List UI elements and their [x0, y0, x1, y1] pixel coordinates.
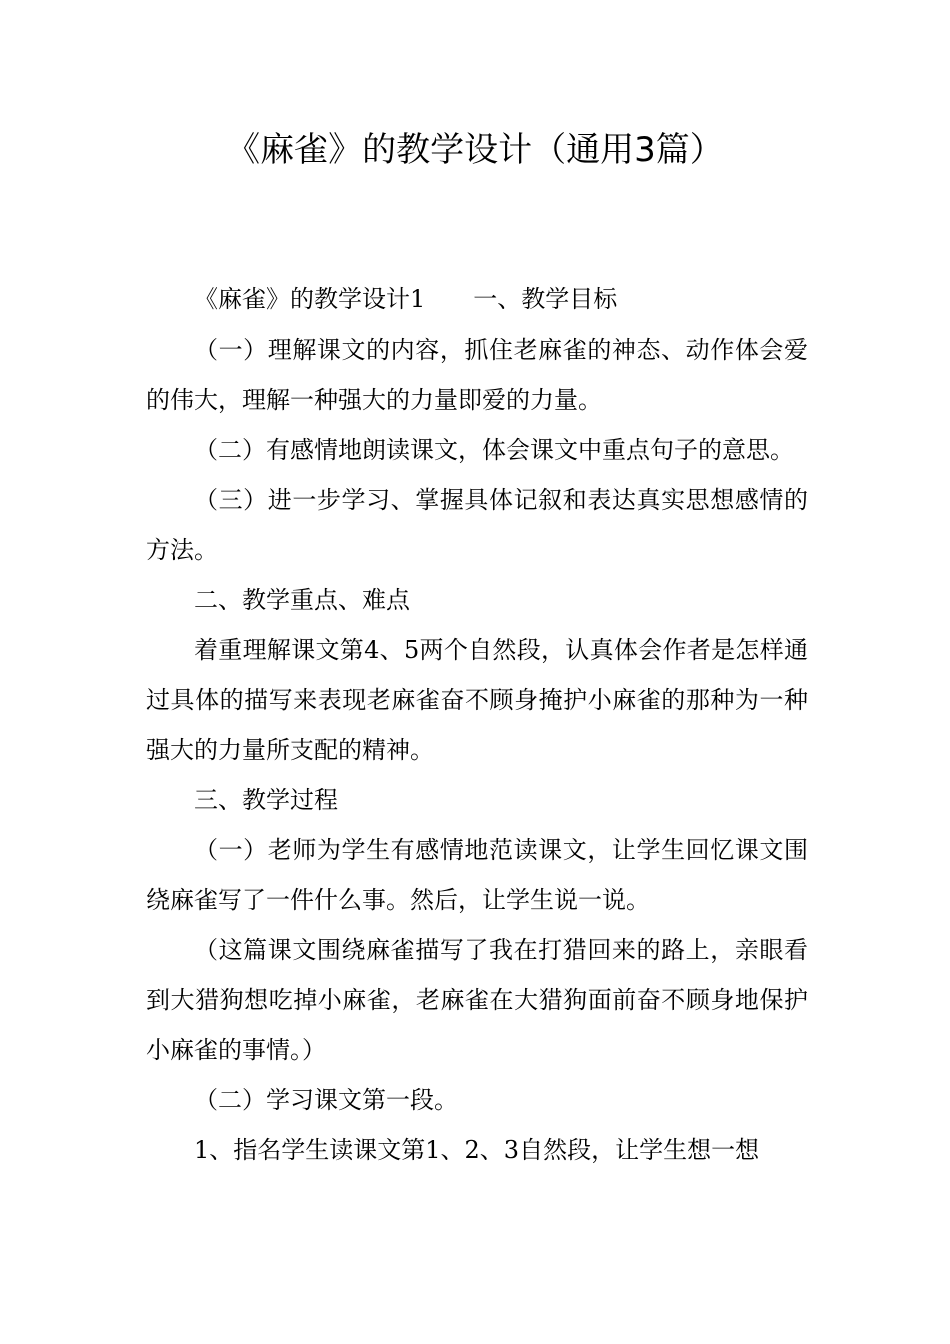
section-heading: 三、教学过程 — [194, 786, 338, 814]
paragraph: （二）学习课文第一段。 — [194, 1086, 458, 1114]
paragraph: 1、指名学生读课文第1、2、3自然段，让学生想一想 — [194, 1136, 760, 1164]
document-body — [146, 276, 808, 1175]
section-title: 《麻雀》的教学设计1 — [194, 285, 426, 313]
section-heading: 一、教学目标 — [473, 285, 618, 313]
paragraph: （这篇课文围绕麻雀描写了我在打猎回来的路上，亲眼看到大猎狗想吃掉小麻雀，老麻雀在大猎狗面前奋不顾身地保护小麻雀的事情。） — [146, 936, 808, 1064]
section-heading: 二、教学重点、难点 — [194, 586, 410, 614]
paragraph: （一）老师为学生有感情地范读课文，让学生回忆课文围绕麻雀写了一件什么事。然后，让学生说一说。 — [146, 836, 808, 914]
paragraph: （二）有感情地朗读课文，体会课文中重点句子的意思。 — [194, 436, 794, 464]
lead-line — [146, 276, 808, 322]
paragraph: （三）进一步学习、掌握具体记叙和表达真实思想感情的方法。 — [146, 486, 808, 564]
document-title: 《麻雀》的教学设计（通用3篇） — [226, 130, 724, 170]
paragraph: （一）理解课文的内容，抓住老麻雀的神态、动作体会爱的伟大，理解一种强大的力量即爱的力量。 — [146, 336, 808, 414]
paragraph: 着重理解课文第4、5两个自然段，认真体会作者是怎样通过具体的描写来表现老麻雀奋不顾身掩护小麻雀的那种为一种强大的力量所支配的精神。 — [146, 636, 808, 764]
